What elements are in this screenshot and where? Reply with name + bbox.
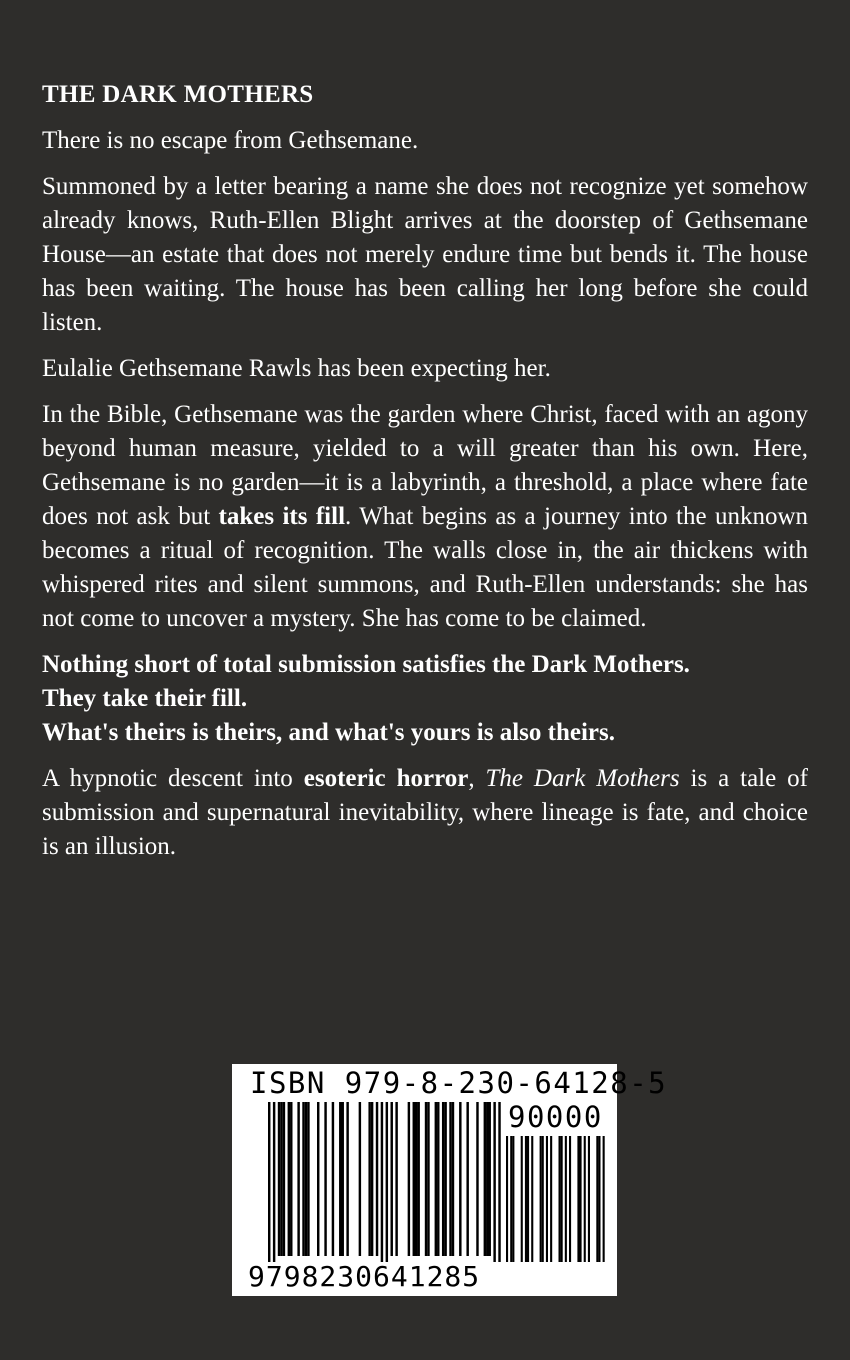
barcode-bar	[459, 1102, 461, 1256]
addon-bar	[588, 1136, 590, 1262]
addon-bar	[510, 1136, 512, 1262]
isbn-number: ISBN 979-8-230-64128-5	[250, 1066, 668, 1100]
barcode-bar	[435, 1102, 437, 1256]
text-run: . What begins as a journey into the unknown becomes a ritual of recognition. The walls close in, the air thickens with whispered rites and silent summons, and Ruth-Ellen understands: she has not come to uncover a mystery. She has come to be claimed.	[42, 503, 808, 632]
barcode-bar	[371, 1102, 373, 1256]
addon-bars	[506, 1136, 605, 1262]
bold-line: Nothing short of total submission satisfies the Dark Mothers.	[42, 651, 690, 678]
bold-taglines	[42, 648, 808, 750]
addon-bar	[565, 1136, 567, 1262]
barcode-bar	[498, 1102, 500, 1262]
barcode-bar	[484, 1102, 486, 1256]
text-run: In the Bible, Gethsemane was the garden where Christ, faced with an agony beyond human measure, yielded to a will greater than his own. Here, Gethsemane is no garden—it is a labyrinth, a threshold, a place where fate does not ask but	[42, 401, 808, 530]
barcode-bar	[290, 1102, 292, 1256]
addon-bar	[580, 1136, 582, 1262]
text-run: A hypnotic descent into	[42, 765, 304, 792]
barcode-bar	[427, 1102, 429, 1256]
barcode-bar	[305, 1102, 307, 1256]
bold-line: What's theirs is theirs, and what's yours is also theirs.	[42, 719, 615, 746]
barcode-bar	[359, 1102, 361, 1256]
barcode-bar	[437, 1102, 439, 1256]
addon-bar	[506, 1136, 508, 1262]
synopsis-paragraph-3	[42, 398, 808, 636]
barcode-bar	[395, 1102, 397, 1256]
synopsis-paragraph-1: Summoned by a letter bearing a name she does not recognize yet somehow already knows, Ruth-Ellen Blight arrives at the doorstep of Gethsemane House—an estate that does not merely endure time but bends it. The house has been waiting. The house has been calling her long before she could listen.	[42, 173, 808, 336]
addon-bar	[531, 1136, 533, 1262]
barcode-bar	[368, 1102, 370, 1256]
barcode-bar	[280, 1102, 282, 1256]
barcode-bar	[376, 1102, 378, 1256]
ean-digits: 9798230641285	[248, 1260, 481, 1293]
text-run: is a tale of submission and supernatural inevitability, where lineage is fate, and choice is an illusion.	[42, 765, 808, 860]
barcode-bar	[278, 1102, 280, 1256]
addon-bar	[540, 1136, 542, 1262]
addon-bar	[521, 1136, 523, 1262]
tagline: There is no escape from Gethsemane.	[42, 127, 419, 154]
barcode-bar	[466, 1102, 468, 1256]
addon-bar	[542, 1136, 544, 1262]
barcode-bar	[415, 1102, 417, 1256]
barcode-bar	[489, 1102, 491, 1256]
barcode-bar	[452, 1102, 454, 1256]
addon-bar	[598, 1136, 600, 1262]
barcode-bar	[273, 1102, 275, 1262]
back-cover-blurb	[42, 78, 808, 876]
text-run: ,	[468, 765, 486, 792]
barcode-bar	[288, 1102, 290, 1256]
barcode-bar	[449, 1102, 451, 1256]
barcode-bar	[332, 1102, 334, 1256]
barcode-bar	[476, 1102, 478, 1256]
barcode-bar	[283, 1102, 285, 1256]
barcode-bar	[268, 1102, 270, 1262]
barcode-bar	[391, 1102, 393, 1256]
bold-line: They take their fill.	[42, 685, 248, 712]
barcode-bar	[442, 1102, 444, 1256]
barcode-bar	[381, 1102, 383, 1262]
barcode-bar	[425, 1102, 427, 1256]
isbn-barcode	[232, 1064, 668, 1296]
barcode-bar	[444, 1102, 446, 1256]
title-italic: The Dark Mothers	[485, 765, 680, 792]
barcode-bar	[307, 1102, 309, 1256]
genre-emphasis: esoteric horror	[303, 765, 469, 792]
addon-bar	[527, 1136, 529, 1262]
barcode-bar	[324, 1102, 326, 1256]
barcode-bar	[339, 1102, 341, 1256]
addon-bar	[559, 1136, 561, 1262]
barcode-bar	[297, 1102, 299, 1256]
addon-bar	[546, 1136, 548, 1262]
addon-bar	[561, 1136, 563, 1262]
barcode-bar	[342, 1102, 344, 1256]
barcode-bar	[302, 1102, 304, 1256]
addon-bar	[569, 1136, 571, 1262]
closing-paragraph	[42, 762, 808, 864]
ean-bars	[268, 1102, 501, 1262]
synopsis-paragraph-2: Eulalie Gethsemane Rawls has been expecting her.	[42, 355, 551, 382]
addon-bar	[584, 1136, 586, 1262]
barcode-bar	[317, 1102, 319, 1256]
barcode-bar	[417, 1102, 419, 1256]
addon-bar	[525, 1136, 527, 1262]
emphasis-text: takes its fill	[218, 503, 346, 530]
addon-bar	[596, 1136, 598, 1262]
addon-bar	[512, 1136, 514, 1262]
addon-bar	[603, 1136, 605, 1262]
barcode-bar	[386, 1102, 388, 1262]
barcode-bar	[413, 1102, 415, 1256]
price-code: 90000	[508, 1100, 603, 1134]
book-title: THE DARK MOTHERS	[42, 81, 314, 108]
barcode-bar	[408, 1102, 410, 1256]
barcode-bar	[493, 1102, 495, 1262]
addon-bar	[550, 1136, 552, 1262]
addon-bar	[577, 1136, 579, 1262]
barcode-bar	[486, 1102, 488, 1256]
barcode-bar	[346, 1102, 348, 1256]
